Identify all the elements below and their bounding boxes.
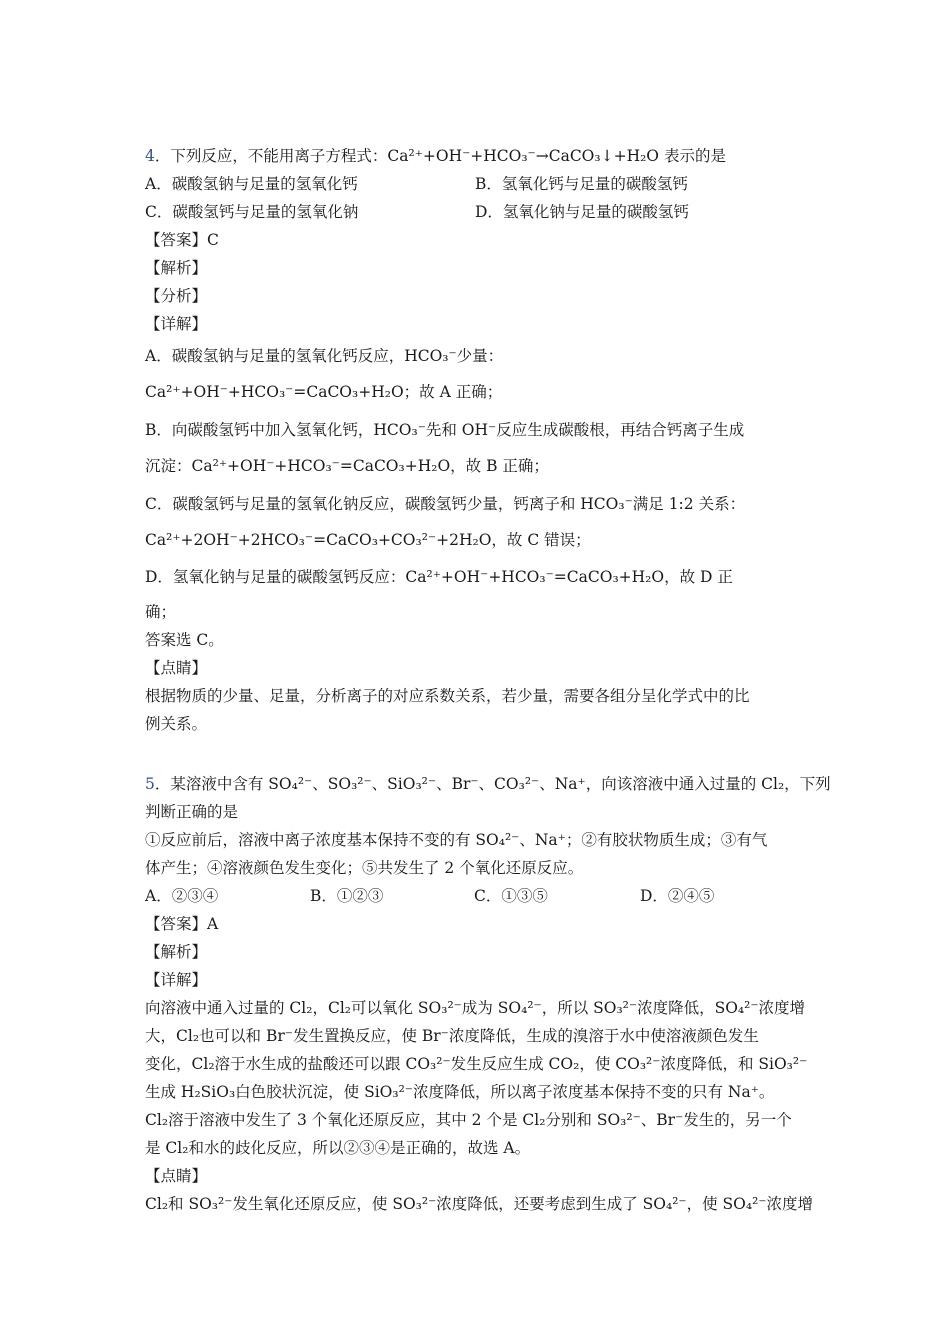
q4-detail-line: A．碳酸氢钠与足量的氢氧化钙反应，HCO₃⁻少量： <box>145 347 504 365</box>
q5-analysis-header: 【解析】 <box>145 943 208 961</box>
q5-option-d: D．②④⑤ <box>640 887 715 905</box>
q5-answer: 【答案】A <box>145 915 219 933</box>
q5-stem-line: 判断正确的是 <box>145 803 239 821</box>
q4-detail-line: 答案选 C。 <box>145 631 224 649</box>
q4-option-b: B．氢氧化钙与足量的碳酸氢钙 <box>475 175 688 193</box>
q4-detail-header: 【详解】 <box>145 315 208 333</box>
q4-option-c: C．碳酸氢钙与足量的氢氧化钠 <box>145 203 359 221</box>
q4-detail-line: D．氢氧化钠与足量的碳酸氢钙反应：Ca²⁺+OH⁻+HCO₃⁻=CaCO₃+H₂O，故 D 正 <box>145 568 733 586</box>
q5-detail-line: 生成 H₂SiO₃白色胶状沉淀，使 SiO₃²⁻浓度降低，所以离子浓度基本保持不变的只有 Na⁺。 <box>145 1083 775 1101</box>
q4-analysis-header: 【解析】 <box>145 259 208 277</box>
q4-stem-text: ．下列反应，不能用离子方程式：Ca²⁺+OH⁻+HCO₃⁻→CaCO₃↓+H₂O 表示的是 <box>154 147 726 165</box>
q4-detail-line: C．碳酸氢钙与足量的氢氧化钠反应，碳酸氢钙少量，钙离子和 HCO₃⁻满足 1:2 关系： <box>145 495 746 513</box>
q4-answer: 【答案】C <box>145 231 219 249</box>
q4-stem <box>145 146 810 166</box>
q4-tip-header: 【点睛】 <box>145 659 208 677</box>
q4-detail-line: 确； <box>145 603 177 621</box>
q5-option-b: B．①②③ <box>310 887 384 905</box>
q5-option-c: C．①③⑤ <box>474 887 548 905</box>
q5-stem-line: 体产生；④溶液颜色发生变化；⑤共发生了 2 个氧化还原反应。 <box>145 859 584 877</box>
q5-tip-line: Cl₂和 SO₃²⁻发生氧化还原反应，使 SO₃²⁻浓度降低，还要考虑到生成了 SO₄²⁻，使 SO₄²⁻浓度增 <box>145 1195 813 1213</box>
q4-option-d: D．氢氧化钠与足量的碳酸氢钙 <box>475 203 689 221</box>
q4-fenxi-header: 【分析】 <box>145 287 208 305</box>
q5-stem-text: ．某溶液中含有 SO₄²⁻、SO₃²⁻、SiO₃²⁻、Br⁻、CO₃²⁻、Na⁺，向该溶液中通入过量的 Cl₂，下列 <box>154 775 831 793</box>
q4-detail-line: Ca²⁺+OH⁻+HCO₃⁻=CaCO₃+H₂O；故 A 正确； <box>145 383 503 401</box>
q5-detail-line: 是 Cl₂和水的歧化反应，所以②③④是正确的，故选 A。 <box>145 1139 531 1157</box>
q4-detail-line: B．向碳酸氢钙中加入氢氧化钙，HCO₃⁻先和 OH⁻反应生成碳酸根，再结合钙离子生成 <box>145 421 745 439</box>
q4-tip-line: 根据物质的少量、足量，分析离子的对应系数关系，若少量，需要各组分呈化学式中的比 <box>145 687 750 705</box>
q5-detail-line: Cl₂溶于溶液中发生了 3 个氧化还原反应，其中 2 个是 Cl₂分别和 SO₃²⁻、Br⁻发生的，另一个 <box>145 1111 792 1129</box>
q5-stem <box>145 774 831 794</box>
q5-number: 5 <box>145 775 155 793</box>
q5-detail-line: 大，Cl₂也可以和 Br⁻发生置换反应，使 Br⁻浓度降低，生成的溴溶于水中使溶液颜色发生 <box>145 1027 759 1045</box>
q5-detail-line: 向溶液中通入过量的 Cl₂，Cl₂可以氧化 SO₃²⁻成为 SO₄²⁻，所以 SO₃²⁻浓度降低，SO₄²⁻浓度增 <box>145 999 806 1017</box>
q5-option-a: A．②③④ <box>145 887 219 905</box>
q5-detail-line: 变化，Cl₂溶于水生成的盐酸还可以跟 CO₃²⁻发生反应生成 CO₂，使 CO₃²⁻浓度降低，和 SiO₃²⁻ <box>145 1055 808 1073</box>
q5-tip-header: 【点睛】 <box>145 1167 208 1185</box>
q4-detail-line: 沉淀：Ca²⁺+OH⁻+HCO₃⁻=CaCO₃+H₂O，故 B 正确； <box>145 457 549 475</box>
q5-detail-header: 【详解】 <box>145 971 208 989</box>
q4-detail-line: Ca²⁺+2OH⁻+2HCO₃⁻=CaCO₃+CO₃²⁻+2H₂O，故 C 错误； <box>145 531 591 549</box>
q5-stem-line: ①反应前后，溶液中离子浓度基本保持不变的有 SO₄²⁻、Na⁺；②有胶状物质生成；③有气 <box>145 831 768 849</box>
q4-tip-line: 例关系。 <box>145 715 208 733</box>
q4-number: 4 <box>145 147 155 165</box>
q4-option-a: A．碳酸氢钠与足量的氢氧化钙 <box>145 175 358 193</box>
